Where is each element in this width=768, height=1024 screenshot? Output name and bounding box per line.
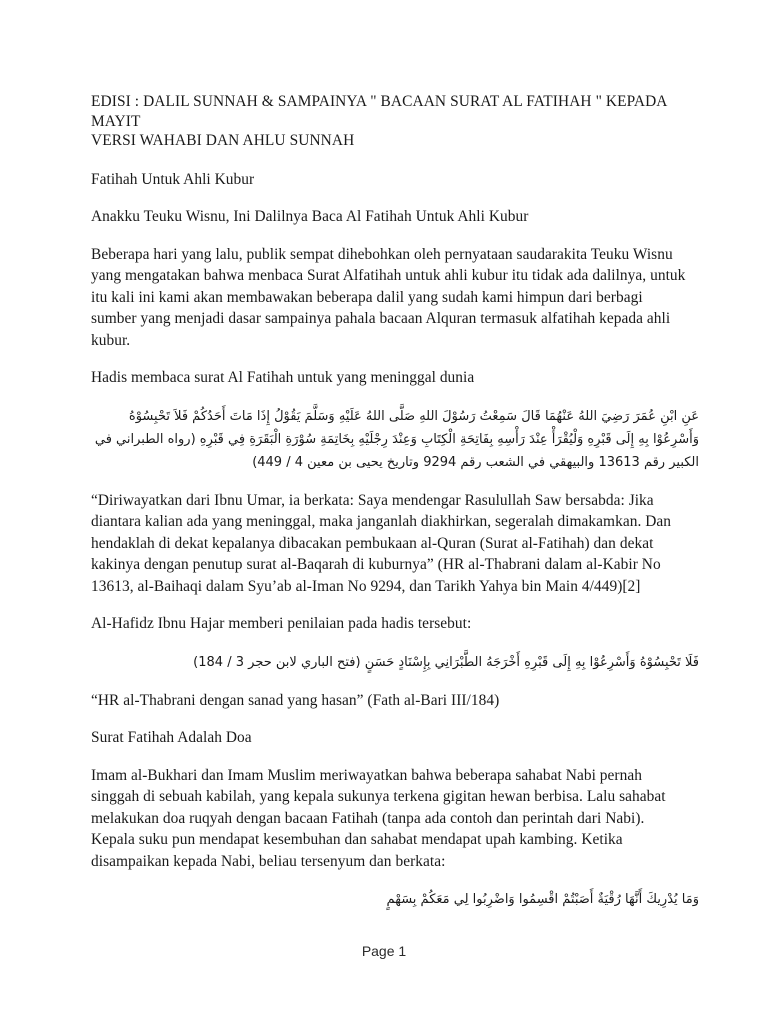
section-heading-teuku-wisnu: Anakku Teuku Wisnu, Ini Dalilnya Baca Al Fatihah Untuk Ahli Kubur <box>91 208 529 225</box>
section-heading-fatihah: Fatihah Untuk Ahli Kubur <box>91 170 255 188</box>
arabic-hadith-text: عَنِ ابْنِ عُمَرَ رَضِيَ اللهُ عَنْهُمَا قَالَ سَمِعْتُ رَسُوْلَ اللهِ صَلَّى اللهُ عَلَيْهِ وَسَلَّمَ يَقُوْلُ إِذَا مَاتَ أَحَدُكُمْ فَلاَ تَحْبِسُوْهُ وَأَسْرِعُوْا بِهِ إِلَى قَبْرِهِ وَلْيُقْرَأْ عِنْدَ رَأْسِهِ بِفَاتِحَةِ الْكِتَابِ وَعِنْدَ رِجْلَيْهِ بِخَاتِمَةِ سُوْرَةِ الْبَقَرَةِ فِي قَبْرِهِ (رواه الطبراني في الكبير رقم 13613 والبيهقي في الشعب رقم 9294 وتاريخ يحيى بن معين 4 / 449) <box>94 408 699 470</box>
arabic-ibnu-hajar-text: فَلَا تَحْبِسُوْهُ وَأَسْرِعُوْا بِهِ إِلَى قَبْرِهِ أَخْرَجَهُ الطَّبْرَانِي بِإِسْنَادٍ حَسَنٍ (فتح الباري لابن حجر 3 / 184) <box>193 654 699 670</box>
ibnu-hajar-translation: “HR al-Thabrani dengan sanad yang hasan” (Fath al-Bari III/184) <box>91 691 500 709</box>
hadith-translation: “Diriwayatkan dari Ibnu Umar, ia berkata: Saya mendengar Rasulullah Saw bersabda: Jika diantara kalian ada yang meninggal, maka janganlah diakhirkan, segeralah dimakamkan. Dan hendaklah di dekat kepalanya dibacakan pembukaan al-Quran (Surat al-Fatihah) dan dekat kakinya dengan penutup surat al-Baqarah di kuburnya” (HR al-Thabrani dalam al-Kabir No 13613, al-Baihaqi dalam Syu’ab al-Iman No 9294, dan Tarikh Yahya bin Main 4/449)[2] <box>91 491 672 595</box>
bukhari-muslim-paragraph: Imam al-Bukhari dan Imam Muslim meriwayatkan bahwa beberapa sahabat Nabi pernah singgah di sebuah kabilah, yang kepala sukunya terkena gigitan hewan berbisa. Lalu sahabat melakukan doa ruqyah dengan bacaan Fatihah (tanpa ada contoh dan perintah dari Nabi). Kepala suku pun mendapat kesembuhan dan sahabat mendapat upah kambing. Ketika disampaikan kepada Nabi, beliau tersenyum dan berkata: <box>91 766 666 870</box>
hadith-heading: Hadis membaca surat Al Fatihah untuk yang meninggal dunia <box>91 369 475 386</box>
title-line-1: EDISI : DALIL SUNNAH & SAMPAINYA " BACAAN SURAT AL FATIHAH " KEPADA MAYIT <box>91 93 667 130</box>
ibnu-hajar-intro: Al-Hafidz Ibnu Hajar memberi penilaian pada hadis tersebut: <box>91 615 472 632</box>
document-title <box>91 92 691 151</box>
page-number: Page 1 <box>361 943 407 959</box>
title-line-2: VERSI WAHABI DAN AHLU SUNNAH <box>91 132 355 149</box>
section-heading-doa: Surat Fatihah Adalah Doa <box>91 729 252 746</box>
intro-paragraph: Beberapa hari yang lalu, publik sempat dihebohkan oleh pernyataan saudarakita Teuku Wisnu yang mengatakan bahwa menbaca Surat Alfatihah untuk ahli kubur itu tidak ada dalilnya, untuk itu kali ini kami akan membawakan beberapa dalil yang sudah kami himpun dari berbagi sumber yang menjadi dasar sampainya pahala bacaan Alquran termasuk alfatihah kepada ahli kubur. <box>91 245 686 349</box>
document-body <box>91 92 699 927</box>
arabic-ruqyah-text: وَمَا يُدْرِيكَ أَنَّهَا رُقْيَةٌ أَصَبْتُمْ اقْسِمُوا وَاضْرِبُوا لِي مَعَكُمْ بِسَهْمٍ <box>386 892 699 907</box>
